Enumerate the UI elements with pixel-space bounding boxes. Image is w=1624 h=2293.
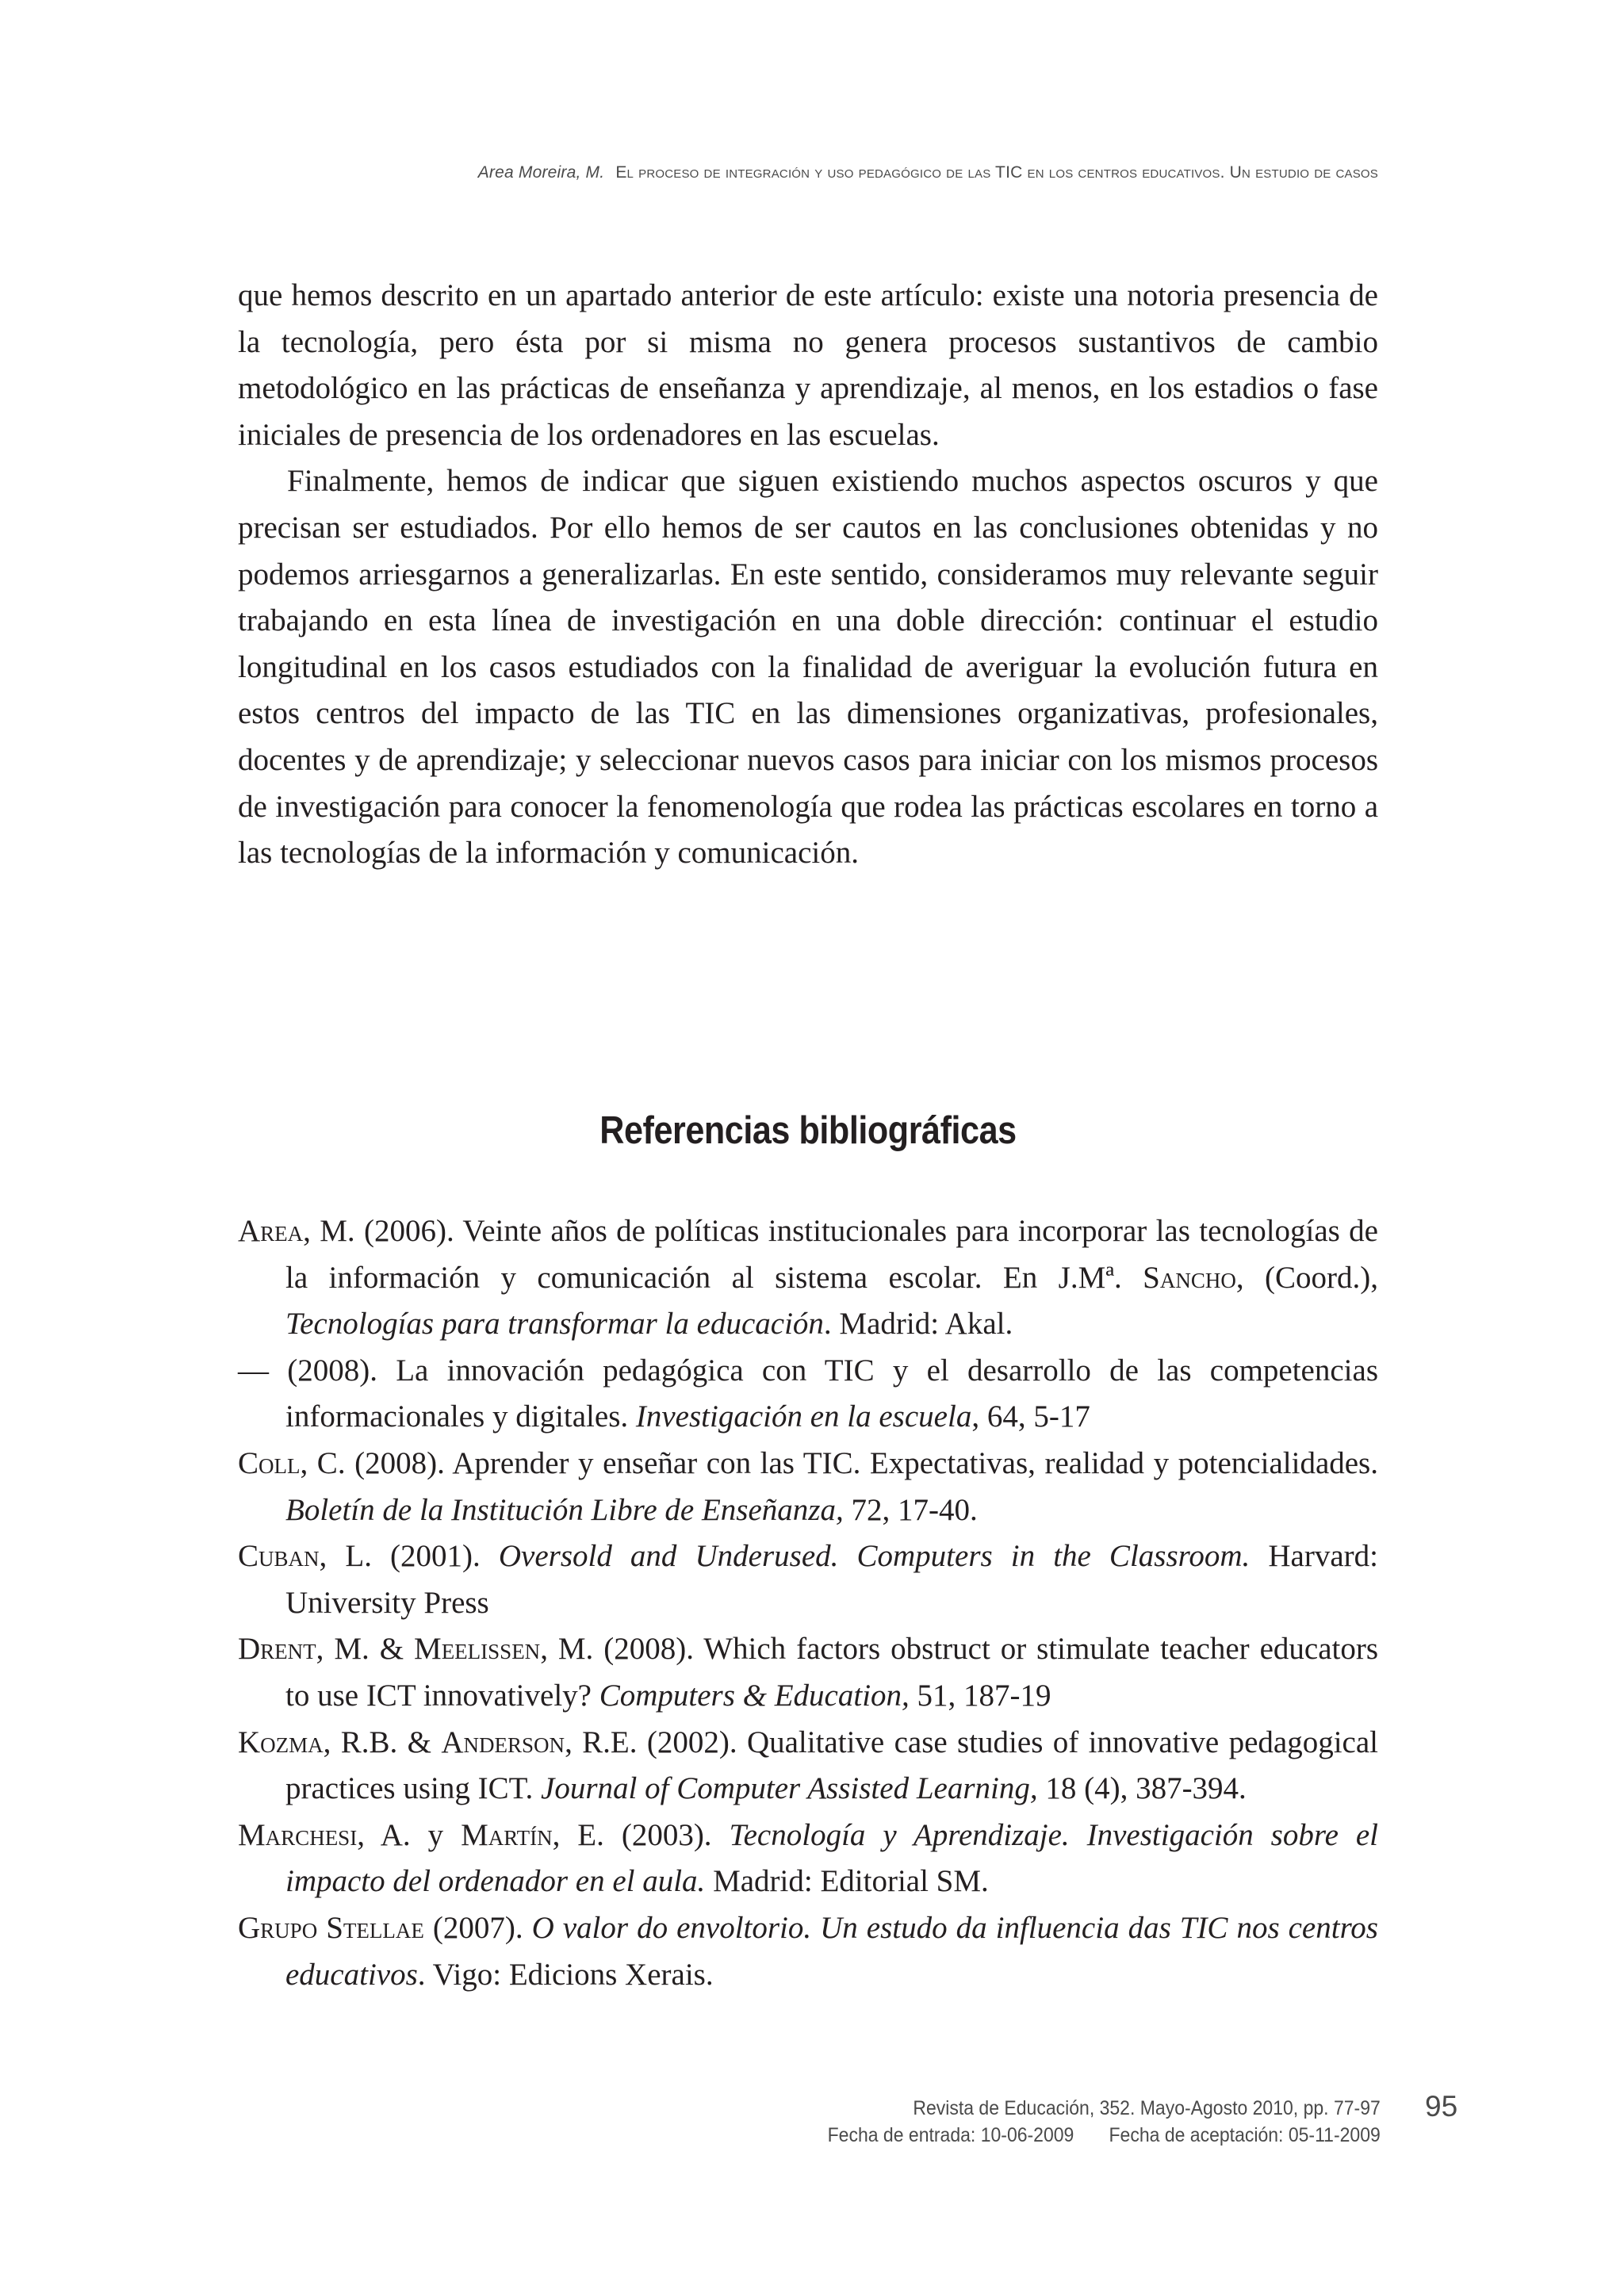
- paragraph: que hemos descrito en un apartado anterior de este artículo: existe una notoria presencia de la tecnología, pero ésta por si misma no genera procesos sustantivos de cambio metodológico en las prácticas de enseñanza y aprendizaje, al menos, en los estadios o fase iniciales de presencia de los ordenadores en las escuelas.: [238, 278, 1378, 452]
- reference-item: [238, 1905, 1378, 1998]
- reference-title: Journal of Computer Assisted Learning,: [541, 1771, 1038, 1806]
- references-list: [238, 1208, 1378, 1998]
- reference-text: 72, 17-40.: [843, 1492, 978, 1527]
- reference-text: , R.B. &: [323, 1725, 442, 1759]
- reference-item: [238, 1720, 1378, 1813]
- reference-author: Area: [238, 1214, 304, 1248]
- reference-item: [238, 1348, 1378, 1441]
- reference-text: , 64, 5-17: [971, 1399, 1090, 1434]
- reference-text: Madrid: Editorial SM.: [705, 1864, 989, 1899]
- reference-text: Harvard: University Press: [285, 1539, 1378, 1620]
- reference-title: O valor do envoltorio. Un estudo da influencia das TIC nos centros educativos: [285, 1910, 1378, 1992]
- header-author: Area Moreira, M.: [477, 163, 605, 182]
- reference-text: , L. (2001).: [319, 1539, 499, 1574]
- reference-title: Tecnología y Aprendizaje. Investigación sobre el impacto del ordenador en el aula.: [285, 1817, 1378, 1899]
- page-footer: [828, 2095, 1381, 2149]
- reference-item: [238, 1441, 1378, 1533]
- reference-text: , M. &: [316, 1632, 415, 1667]
- reference-title: Boletín de la Institución Libre de Enseñanza,: [285, 1492, 844, 1527]
- header-title: El proceso de integración y uso pedagógico de las TIC en los centros educativos. Un estudio de casos: [615, 163, 1378, 182]
- reference-text: , M. (2006). Veinte años de políticas institucionales para incorporar las tecnologías de la información y comunicación al sistema escolar. En J.Mª.: [285, 1214, 1378, 1295]
- reference-item: [238, 1208, 1378, 1348]
- reference-author: Drent: [238, 1632, 316, 1667]
- body-text: [238, 273, 1378, 877]
- footer-accepted: Fecha de aceptación: 05-11-2009: [1109, 2124, 1381, 2146]
- reference-author: Coll: [238, 1445, 301, 1480]
- footer-dates: [828, 2122, 1381, 2149]
- reference-text: . Madrid: Akal.: [823, 1307, 1013, 1342]
- reference-text: , (Coord.),: [1235, 1260, 1378, 1295]
- reference-author: Meelissen: [414, 1632, 541, 1667]
- reference-text: 18 (4), 387-394.: [1037, 1771, 1247, 1806]
- running-header: [478, 163, 1378, 182]
- reference-author: Marchesi: [238, 1817, 358, 1852]
- reference-text: , M. (2008). Which factors obstruct or stimulate teacher educators to use ICT innovatively?: [285, 1632, 1378, 1713]
- reference-text: (2008). La innovación pedagógica con TIC y el desarrollo de las competencias informacionales y digitales.: [269, 1353, 1378, 1434]
- reference-author: Grupo Stellae: [238, 1910, 424, 1945]
- reference-title: Tecnologías para transformar la educación: [285, 1307, 824, 1342]
- reference-author: Kozma: [238, 1725, 324, 1759]
- reference-text: , E. (2003).: [552, 1817, 730, 1852]
- reference-text: , A. y: [357, 1817, 462, 1852]
- page-number: 95: [1425, 2090, 1458, 2123]
- reference-text: , R.E. (2002). Qualitative case studies of innovative pedagogical practices using ICT.: [285, 1725, 1378, 1806]
- paragraph: Finalmente, hemos de indicar que siguen existiendo muchos aspectos oscuros y que precisan ser estudiados. Por ello hemos de ser cautos en las conclusiones obtenidas y no podemos arriesgarnos a generalizarlas. En este sentido, consideramos muy relevante seguir trabajando en esta línea de investigación en una doble dirección: continuar el estudio longitudinal en los casos estudiados con la finalidad de averiguar la evolución futura en estos centros del impacto de las TIC en las dimensiones organizativas, profesionales, docentes y de aprendizaje; y seleccionar nuevos casos para iniciar con los mismos procesos de investigación para conocer la fenomenología que rodea las prácticas escolares en torno a las tecnologías de la información y comunicación.: [238, 464, 1378, 871]
- reference-author: Martín: [461, 1817, 553, 1852]
- reference-author: Sancho: [1143, 1260, 1236, 1295]
- reference-title: Oversold and Underused. Computers in the Classroom.: [498, 1539, 1251, 1574]
- reference-item: [238, 1626, 1378, 1719]
- footer-received: Fecha de entrada: 10-06-2009: [827, 2124, 1074, 2146]
- reference-item: [238, 1813, 1378, 1905]
- reference-text: 51, 187-19: [909, 1678, 1051, 1713]
- reference-author: Cuban: [238, 1539, 320, 1574]
- reference-dash: —: [238, 1353, 269, 1388]
- reference-title: Investigación en la escuela: [635, 1399, 972, 1434]
- reference-title: Computers & Education,: [599, 1678, 910, 1713]
- footer-journal: Revista de Educación, 352. Mayo-Agosto 2010, pp. 77-97: [913, 2097, 1381, 2119]
- reference-author: Anderson: [441, 1725, 565, 1759]
- reference-text: (2007).: [423, 1910, 532, 1945]
- reference-text: , C. (2008). Aprender y enseñar con las TIC. Expectativas, realidad y potencialidades.: [300, 1445, 1378, 1480]
- references-heading: Referencias bibliográficas: [599, 1109, 1017, 1152]
- reference-text: . Vigo: Edicions Xerais.: [417, 1957, 714, 1992]
- reference-item: [238, 1533, 1378, 1626]
